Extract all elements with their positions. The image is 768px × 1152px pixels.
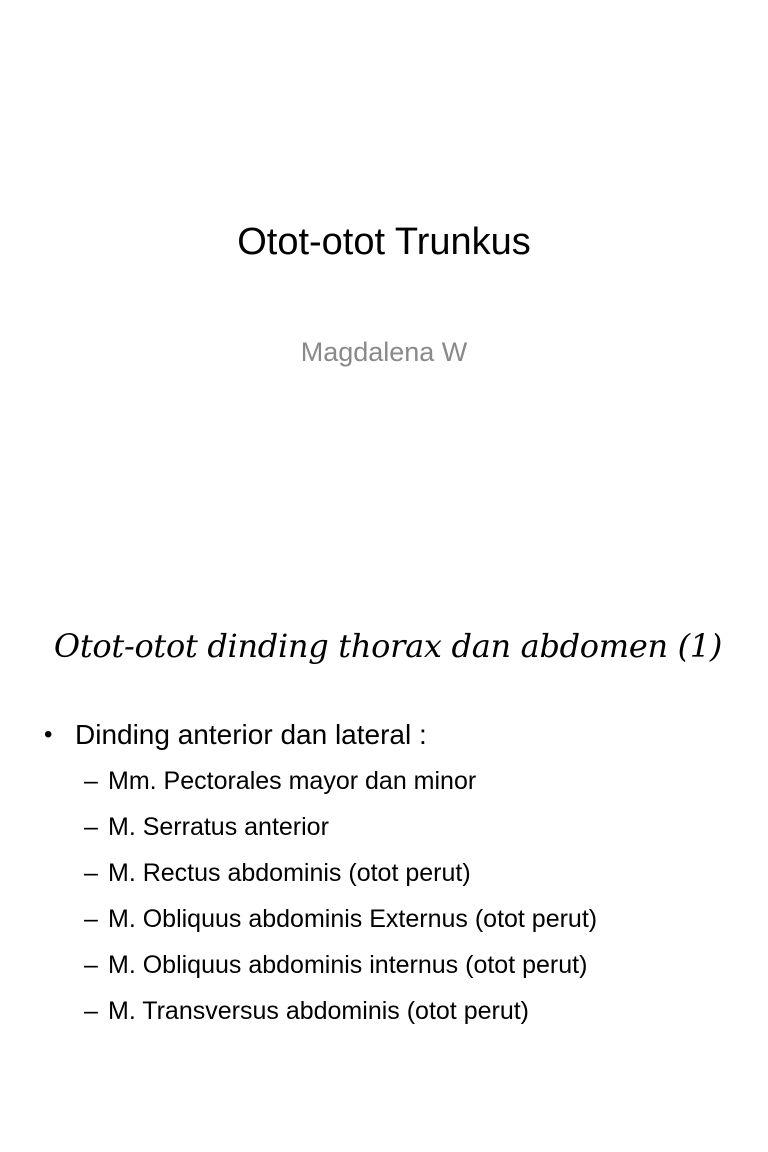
- dash-marker: –: [84, 767, 98, 795]
- sub-bullet-item: [0, 988, 768, 1034]
- sub-bullet-text: M. Serratus anterior: [108, 813, 329, 841]
- dash-marker: –: [84, 997, 98, 1025]
- slide-subtitle: Magdalena W: [300, 337, 468, 367]
- sub-bullet-text: Mm. Pectorales mayor dan minor: [108, 767, 477, 795]
- content-slide: [0, 576, 768, 1152]
- content-slide-title: Otot-otot dinding thorax dan abdomen (1): [53, 627, 723, 665]
- sub-bullet-text: M. Transversus abdominis (otot perut): [108, 997, 529, 1025]
- dash-marker: –: [84, 951, 98, 979]
- sub-bullet-text: M. Obliquus abdominis Externus (otot perut): [108, 905, 598, 933]
- bullet-marker: •: [44, 721, 53, 748]
- bullet-list: [0, 712, 768, 1034]
- bullet-item: [0, 712, 768, 758]
- slide-title: Otot-otot Trunkus: [237, 221, 531, 263]
- sub-bullet-text: M. Obliquus abdominis internus (otot perut): [108, 951, 588, 979]
- bullet-text: Dinding anterior dan lateral :: [75, 719, 427, 750]
- sub-bullet-item: [0, 850, 768, 896]
- dash-marker: –: [84, 859, 98, 887]
- sub-bullet-item: [0, 942, 768, 988]
- dash-marker: –: [84, 813, 98, 841]
- sub-bullet-item: [0, 758, 768, 804]
- sub-bullet-item: [0, 804, 768, 850]
- dash-marker: –: [84, 905, 98, 933]
- sub-bullet-text: M. Rectus abdominis (otot perut): [108, 859, 471, 887]
- sub-bullet-item: [0, 896, 768, 942]
